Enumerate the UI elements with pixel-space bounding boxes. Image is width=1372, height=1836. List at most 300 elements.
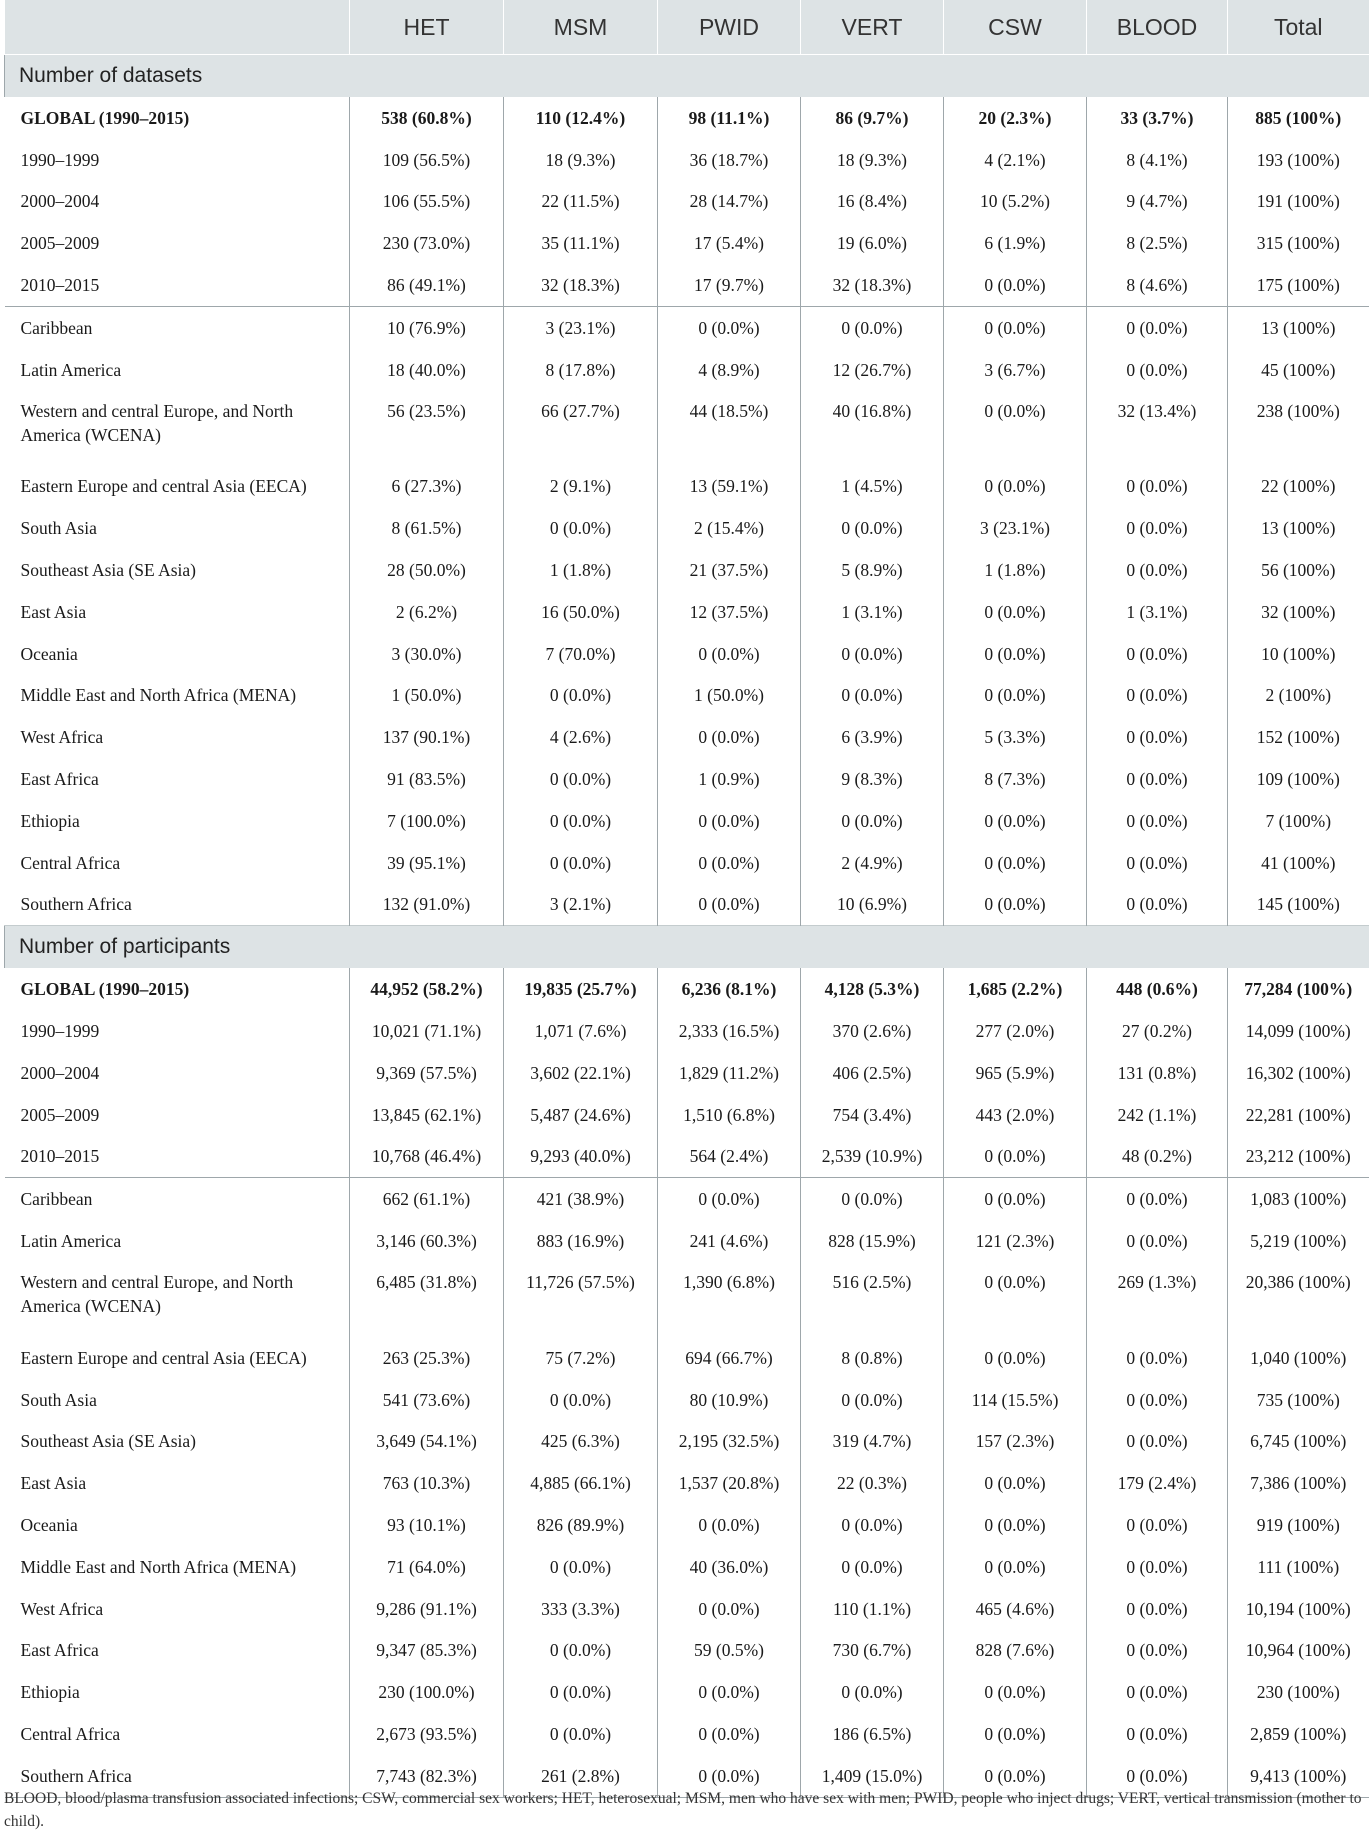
table-cell: 0 (0.0%) xyxy=(1087,306,1228,348)
table-row xyxy=(5,968,1369,1010)
table-cell: 0 (0.0%) xyxy=(944,391,1087,466)
table-cell: 0 (0.0%) xyxy=(944,800,1087,842)
table-cell: 8 (61.5%) xyxy=(350,507,504,549)
table-cell: 0 (0.0%) xyxy=(1087,758,1228,800)
row-label: Latin America xyxy=(20,359,122,380)
table-row xyxy=(5,1671,1369,1713)
table-cell: 111 (100%) xyxy=(1228,1546,1369,1588)
table-cell: 0 (0.0%) xyxy=(658,1671,801,1713)
table-cell: 0 (0.0%) xyxy=(504,507,658,549)
table-row xyxy=(5,884,1369,926)
table-cell: 0 (0.0%) xyxy=(944,1671,1087,1713)
table-cell: 0 (0.0%) xyxy=(944,591,1087,633)
row-label: Latin America xyxy=(20,1231,122,1252)
table-cell: 0 (0.0%) xyxy=(944,1713,1087,1755)
table-cell: 0 (0.0%) xyxy=(801,633,944,675)
section-header-row xyxy=(5,926,1369,969)
table-cell: 0 (0.0%) xyxy=(944,306,1087,348)
table-cell: 121 (2.3%) xyxy=(944,1220,1087,1262)
table-row xyxy=(5,1262,1369,1337)
table-row xyxy=(5,1588,1369,1630)
table-cell: 4,128 (5.3%) xyxy=(801,968,944,1010)
table-cell: 86 (49.1%) xyxy=(350,264,504,306)
table-cell: 110 (12.4%) xyxy=(504,97,658,139)
table-cell: 0 (0.0%) xyxy=(658,1713,801,1755)
header-cell-label xyxy=(5,0,350,55)
table-cell: 0 (0.0%) xyxy=(504,1713,658,1755)
table-cell: 1 (3.1%) xyxy=(801,591,944,633)
table-cell: 8 (0.8%) xyxy=(801,1337,944,1379)
table-cell: 269 (1.3%) xyxy=(1087,1262,1228,1337)
table-cell: 10,021 (71.1%) xyxy=(350,1010,504,1052)
table-cell: 3 (30.0%) xyxy=(350,633,504,675)
table-cell: 1 (1.8%) xyxy=(504,549,658,591)
table-cell: 0 (0.0%) xyxy=(944,1262,1087,1337)
table-cell: 319 (4.7%) xyxy=(801,1421,944,1463)
table-cell: 8 (2.5%) xyxy=(1087,222,1228,264)
table-cell: 828 (15.9%) xyxy=(801,1220,944,1262)
table-cell: 230 (100%) xyxy=(1228,1671,1369,1713)
table-cell: 0 (0.0%) xyxy=(1087,1220,1228,1262)
table-cell: 0 (0.0%) xyxy=(1087,349,1228,391)
table-cell: 10,964 (100%) xyxy=(1228,1630,1369,1672)
table-row xyxy=(5,97,1369,139)
table-cell: 315 (100%) xyxy=(1228,222,1369,264)
table-cell: 66 (27.7%) xyxy=(504,391,658,466)
table-cell: 564 (2.4%) xyxy=(658,1136,801,1178)
table-cell: 23,212 (100%) xyxy=(1228,1136,1369,1178)
row-label: Caribbean xyxy=(5,1178,350,1220)
table-cell: 0 (0.0%) xyxy=(1087,466,1228,508)
table-cell: 1,071 (7.6%) xyxy=(504,1010,658,1052)
table-cell: 0 (0.0%) xyxy=(1087,1379,1228,1421)
table-row xyxy=(5,466,1369,508)
table-cell: 2 (100%) xyxy=(1228,675,1369,717)
table-cell: 157 (2.3%) xyxy=(944,1421,1087,1463)
table-cell: 6 (3.9%) xyxy=(801,716,944,758)
table-row xyxy=(5,591,1369,633)
table-cell: 19,835 (25.7%) xyxy=(504,968,658,1010)
table-cell: 28 (50.0%) xyxy=(350,549,504,591)
table-cell: 0 (0.0%) xyxy=(658,1504,801,1546)
table-cell: 0 (0.0%) xyxy=(504,675,658,717)
table-cell: 109 (56.5%) xyxy=(350,139,504,181)
table-cell: 40 (16.8%) xyxy=(801,391,944,466)
table-cell: 0 (0.0%) xyxy=(1087,1546,1228,1588)
table-cell: 10 (76.9%) xyxy=(350,306,504,348)
table-cell: 0 (0.0%) xyxy=(944,1337,1087,1379)
table-cell: 1,083 (100%) xyxy=(1228,1178,1369,1220)
table-cell: 0 (0.0%) xyxy=(1087,842,1228,884)
table-cell: 2 (15.4%) xyxy=(658,507,801,549)
table-row xyxy=(5,716,1369,758)
table-cell: 32 (13.4%) xyxy=(1087,391,1228,466)
row-label: 2005–2009 xyxy=(20,1104,100,1125)
table-cell: 5,487 (24.6%) xyxy=(504,1094,658,1136)
table-cell: 44,952 (58.2%) xyxy=(350,968,504,1010)
row-label: Central Africa xyxy=(20,1723,121,1744)
table-cell: 3 (23.1%) xyxy=(504,306,658,348)
table-cell: 443 (2.0%) xyxy=(944,1094,1087,1136)
table-row xyxy=(5,758,1369,800)
table-cell: 9 (4.7%) xyxy=(1087,181,1228,223)
table-cell: 0 (0.0%) xyxy=(658,800,801,842)
header-cell-msm: MSM xyxy=(504,0,658,55)
table-cell: 18 (9.3%) xyxy=(504,139,658,181)
table-cell: 2,859 (100%) xyxy=(1228,1713,1369,1755)
table-cell: 242 (1.1%) xyxy=(1087,1094,1228,1136)
table-cell: 22,281 (100%) xyxy=(1228,1094,1369,1136)
row-label: East Asia xyxy=(20,601,87,622)
table-cell: 132 (91.0%) xyxy=(350,884,504,926)
table-cell: 241 (4.6%) xyxy=(658,1220,801,1262)
table-cell: 3,602 (22.1%) xyxy=(504,1052,658,1094)
table-cell: 10 (5.2%) xyxy=(944,181,1087,223)
table-row xyxy=(5,1094,1369,1136)
table-cell: 516 (2.5%) xyxy=(801,1262,944,1337)
table-cell: 0 (0.0%) xyxy=(801,507,944,549)
header-cell-vert: VERT xyxy=(801,0,944,55)
table-cell: 965 (5.9%) xyxy=(944,1052,1087,1094)
table-row xyxy=(5,349,1369,391)
table-cell: 0 (0.0%) xyxy=(504,1379,658,1421)
table-cell: 152 (100%) xyxy=(1228,716,1369,758)
table-cell: 1,040 (100%) xyxy=(1228,1337,1369,1379)
table-cell: 11,726 (57.5%) xyxy=(504,1262,658,1337)
section-header-row xyxy=(5,55,1369,98)
table-cell: 56 (23.5%) xyxy=(350,391,504,466)
table-cell: 0 (0.0%) xyxy=(801,800,944,842)
table-cell: 0 (0.0%) xyxy=(944,884,1087,926)
table-cell: 36 (18.7%) xyxy=(658,139,801,181)
table-row xyxy=(5,1379,1369,1421)
table-cell: 56 (100%) xyxy=(1228,549,1369,591)
table-cell: 13 (100%) xyxy=(1228,507,1369,549)
table-cell: 131 (0.8%) xyxy=(1087,1052,1228,1094)
table-cell: 191 (100%) xyxy=(1228,181,1369,223)
table-cell: 5 (3.3%) xyxy=(944,716,1087,758)
table-cell: 7 (100.0%) xyxy=(350,800,504,842)
table-cell: 0 (0.0%) xyxy=(1087,1178,1228,1220)
table-cell: 10,194 (100%) xyxy=(1228,1588,1369,1630)
row-label: 2010–2015 xyxy=(20,275,100,296)
table-cell: 1,829 (11.2%) xyxy=(658,1052,801,1094)
table-cell: 9,347 (85.3%) xyxy=(350,1630,504,1672)
table-cell: 0 (0.0%) xyxy=(944,633,1087,675)
table-cell: 6 (1.9%) xyxy=(944,222,1087,264)
table-cell: 0 (0.0%) xyxy=(1087,1588,1228,1630)
table-cell: 114 (15.5%) xyxy=(944,1379,1087,1421)
section-title: Number of datasets xyxy=(5,55,1369,98)
table-row xyxy=(5,181,1369,223)
table-cell: 71 (64.0%) xyxy=(350,1546,504,1588)
row-label: Eastern Europe and central Asia (EECA) xyxy=(20,476,307,497)
table-cell: 41 (100%) xyxy=(1228,842,1369,884)
table-cell: 0 (0.0%) xyxy=(801,1671,944,1713)
table-cell: 175 (100%) xyxy=(1228,264,1369,306)
table-footnote: BLOOD, blood/plasma transfusion associated infections; CSW, commercial sex workers; HET, heterosexual; MSM, men who have sex with men; PWID, people who inject drugs; VERT, vertical transmission (mother to child). xyxy=(4,1790,1362,1830)
table-cell: 8 (7.3%) xyxy=(944,758,1087,800)
row-label: West Africa xyxy=(20,727,104,748)
table-cell: 0 (0.0%) xyxy=(944,1136,1087,1178)
table-row xyxy=(5,391,1369,466)
table-cell: 370 (2.6%) xyxy=(801,1010,944,1052)
table-cell: 0 (0.0%) xyxy=(801,675,944,717)
row-label: GLOBAL (1990–2015) xyxy=(20,979,190,1000)
table-cell: 2,539 (10.9%) xyxy=(801,1136,944,1178)
table-cell: 0 (0.0%) xyxy=(504,1630,658,1672)
table-cell: 0 (0.0%) xyxy=(658,1178,801,1220)
row-label: East Africa xyxy=(20,1640,99,1661)
table-cell: 0 (0.0%) xyxy=(504,758,658,800)
table-cell: 3 (2.1%) xyxy=(504,884,658,926)
data-table xyxy=(4,0,1369,1798)
table-cell: 0 (0.0%) xyxy=(1087,633,1228,675)
table-cell: 7 (100%) xyxy=(1228,800,1369,842)
table-cell: 9 (8.3%) xyxy=(801,758,944,800)
table-cell: 2 (9.1%) xyxy=(504,466,658,508)
table-cell: 1 (3.1%) xyxy=(1087,591,1228,633)
row-label: Southeast Asia (SE Asia) xyxy=(20,560,196,581)
table-cell: 137 (90.1%) xyxy=(350,716,504,758)
row-label: Ethiopia xyxy=(20,810,80,831)
table-cell: 2 (4.9%) xyxy=(801,842,944,884)
table-row xyxy=(5,1546,1369,1588)
table-cell: 20,386 (100%) xyxy=(1228,1262,1369,1337)
row-label: West Africa xyxy=(20,1598,104,1619)
table-cell: 448 (0.6%) xyxy=(1087,968,1228,1010)
table-cell: 0 (0.0%) xyxy=(944,1546,1087,1588)
table-cell: 0 (0.0%) xyxy=(658,884,801,926)
table-cell: 0 (0.0%) xyxy=(1087,1630,1228,1672)
table-cell: 0 (0.0%) xyxy=(1087,716,1228,758)
table-cell: 6,485 (31.8%) xyxy=(350,1262,504,1337)
table-cell: 12 (37.5%) xyxy=(658,591,801,633)
table-cell: 3 (23.1%) xyxy=(944,507,1087,549)
table-cell: 694 (66.7%) xyxy=(658,1337,801,1379)
table-cell: 1,685 (2.2%) xyxy=(944,968,1087,1010)
table-cell: 1 (50.0%) xyxy=(350,675,504,717)
table-cell: 93 (10.1%) xyxy=(350,1504,504,1546)
table-cell: 7 (70.0%) xyxy=(504,633,658,675)
table-cell: 4 (8.9%) xyxy=(658,349,801,391)
table-cell: 0 (0.0%) xyxy=(1087,1713,1228,1755)
table-cell: 421 (38.9%) xyxy=(504,1178,658,1220)
table-cell: 0 (0.0%) xyxy=(1087,884,1228,926)
table-cell: 4,885 (66.1%) xyxy=(504,1462,658,1504)
table-cell: 1 (0.9%) xyxy=(658,758,801,800)
table-cell: 27 (0.2%) xyxy=(1087,1010,1228,1052)
table-cell: 0 (0.0%) xyxy=(658,633,801,675)
table-cell: 1,510 (6.8%) xyxy=(658,1094,801,1136)
table-cell: 885 (100%) xyxy=(1228,97,1369,139)
table-cell: 77,284 (100%) xyxy=(1228,968,1369,1010)
table-cell: 110 (1.1%) xyxy=(801,1588,944,1630)
table-cell: 10,768 (46.4%) xyxy=(350,1136,504,1178)
table-cell: 883 (16.9%) xyxy=(504,1220,658,1262)
table-cell: 91 (83.5%) xyxy=(350,758,504,800)
table-cell: 16 (50.0%) xyxy=(504,591,658,633)
table-cell: 0 (0.0%) xyxy=(801,1504,944,1546)
row-label: Southern Africa xyxy=(20,1765,132,1786)
table-cell: 0 (0.0%) xyxy=(944,842,1087,884)
table-cell: 3,146 (60.3%) xyxy=(350,1220,504,1262)
table-cell: 730 (6.7%) xyxy=(801,1630,944,1672)
table-cell: 17 (9.7%) xyxy=(658,264,801,306)
table-cell: 0 (0.0%) xyxy=(1087,1337,1228,1379)
header-cell-pwid: PWID xyxy=(658,0,801,55)
table-cell: 4 (2.1%) xyxy=(944,139,1087,181)
table-cell: 0 (0.0%) xyxy=(658,306,801,348)
table-cell: 6,236 (8.1%) xyxy=(658,968,801,1010)
table-cell: 39 (95.1%) xyxy=(350,842,504,884)
table-cell: 0 (0.0%) xyxy=(504,800,658,842)
table-cell: 16 (8.4%) xyxy=(801,181,944,223)
table-cell: 179 (2.4%) xyxy=(1087,1462,1228,1504)
table-row xyxy=(5,1052,1369,1094)
table-cell: 5,219 (100%) xyxy=(1228,1220,1369,1262)
table-cell: 8 (4.1%) xyxy=(1087,139,1228,181)
table-row xyxy=(5,675,1369,717)
table-cell: 17 (5.4%) xyxy=(658,222,801,264)
table-cell: 32 (100%) xyxy=(1228,591,1369,633)
table-cell: 193 (100%) xyxy=(1228,139,1369,181)
table-cell: 35 (11.1%) xyxy=(504,222,658,264)
table-cell: 13 (59.1%) xyxy=(658,466,801,508)
header-cell-het: HET xyxy=(350,0,504,55)
table-cell: 0 (0.0%) xyxy=(944,1178,1087,1220)
table-cell: 0 (0.0%) xyxy=(504,1546,658,1588)
table-cell: 19 (6.0%) xyxy=(801,222,944,264)
table-cell: 0 (0.0%) xyxy=(658,1588,801,1630)
table-cell: 465 (4.6%) xyxy=(944,1588,1087,1630)
table-cell: 425 (6.3%) xyxy=(504,1421,658,1463)
row-label: Central Africa xyxy=(20,852,121,873)
data-table-container xyxy=(4,0,1368,1798)
row-label: East Asia xyxy=(20,1473,87,1494)
table-row xyxy=(5,264,1369,306)
table-cell: 32 (18.3%) xyxy=(801,264,944,306)
table-cell: 4 (2.6%) xyxy=(504,716,658,758)
table-cell: 13 (100%) xyxy=(1228,306,1369,348)
header-row xyxy=(5,0,1369,55)
table-cell: 763 (10.3%) xyxy=(350,1462,504,1504)
table-row xyxy=(5,800,1369,842)
table-row xyxy=(5,633,1369,675)
table-cell: 0 (0.0%) xyxy=(658,716,801,758)
table-cell: 1 (4.5%) xyxy=(801,466,944,508)
table-cell: 21 (37.5%) xyxy=(658,549,801,591)
table-cell: 16,302 (100%) xyxy=(1228,1052,1369,1094)
table-cell: 261 (2.8%) xyxy=(504,1755,658,1797)
row-label: 1990–1999 xyxy=(20,149,100,170)
table-cell: 541 (73.6%) xyxy=(350,1379,504,1421)
row-label: 1990–1999 xyxy=(20,1021,100,1042)
table-cell: 14,099 (100%) xyxy=(1228,1010,1369,1052)
row-label: South Asia xyxy=(20,1389,97,1410)
section-title: Number of participants xyxy=(5,926,1369,969)
table-cell: 9,413 (100%) xyxy=(1228,1755,1369,1797)
table-cell: 5 (8.9%) xyxy=(801,549,944,591)
table-cell: 0 (0.0%) xyxy=(944,1462,1087,1504)
header-cell-blood: BLOOD xyxy=(1087,0,1228,55)
row-label: Western and central Europe, and North America (WCENA) xyxy=(20,400,294,445)
table-cell: 10 (6.9%) xyxy=(801,884,944,926)
row-label: Western and central Europe, and North America (WCENA) xyxy=(20,1271,294,1316)
table-cell: 333 (3.3%) xyxy=(504,1588,658,1630)
table-cell: 40 (36.0%) xyxy=(658,1546,801,1588)
table-cell: 3 (6.7%) xyxy=(944,349,1087,391)
table-cell: 106 (55.5%) xyxy=(350,181,504,223)
table-cell: 6 (27.3%) xyxy=(350,466,504,508)
row-label: 2000–2004 xyxy=(20,191,100,212)
table-cell: 735 (100%) xyxy=(1228,1379,1369,1421)
table-cell: 0 (0.0%) xyxy=(944,1755,1087,1797)
row-label: East Africa xyxy=(20,769,99,790)
row-label: Southeast Asia (SE Asia) xyxy=(20,1431,196,1452)
table-cell: 2 (6.2%) xyxy=(350,591,504,633)
row-label: GLOBAL (1990–2015) xyxy=(20,107,190,128)
table-cell: 48 (0.2%) xyxy=(1087,1136,1228,1178)
table-row xyxy=(5,1337,1369,1379)
table-cell: 1,537 (20.8%) xyxy=(658,1462,801,1504)
table-cell: 80 (10.9%) xyxy=(658,1379,801,1421)
table-cell: 13,845 (62.1%) xyxy=(350,1094,504,1136)
table-cell: 9,286 (91.1%) xyxy=(350,1588,504,1630)
table-cell: 6,745 (100%) xyxy=(1228,1421,1369,1463)
table-cell: 662 (61.1%) xyxy=(350,1178,504,1220)
row-label: Oceania xyxy=(20,1515,78,1535)
table-cell: 538 (60.8%) xyxy=(350,97,504,139)
table-cell: 2,673 (93.5%) xyxy=(350,1713,504,1755)
table-cell: 238 (100%) xyxy=(1228,391,1369,466)
table-row xyxy=(5,1630,1369,1672)
table-cell: 32 (18.3%) xyxy=(504,264,658,306)
table-cell: 0 (0.0%) xyxy=(1087,1671,1228,1713)
table-cell: 44 (18.5%) xyxy=(658,391,801,466)
table-row xyxy=(5,1010,1369,1052)
row-label: Middle East and North Africa (MENA) xyxy=(20,685,297,706)
table-cell: 1,409 (15.0%) xyxy=(801,1755,944,1797)
row-label: Eastern Europe and central Asia (EECA) xyxy=(20,1347,307,1368)
table-cell: 406 (2.5%) xyxy=(801,1052,944,1094)
table-cell: 0 (0.0%) xyxy=(944,675,1087,717)
row-label: Caribbean xyxy=(5,306,350,348)
table-cell: 0 (0.0%) xyxy=(1087,1504,1228,1546)
table-cell: 263 (25.3%) xyxy=(350,1337,504,1379)
table-body xyxy=(5,55,1369,1798)
row-label: Oceania xyxy=(20,643,78,664)
table-cell: 0 (0.0%) xyxy=(658,1755,801,1797)
row-label: Ethiopia xyxy=(20,1682,80,1703)
row-label: 2000–2004 xyxy=(20,1062,100,1083)
table-cell: 186 (6.5%) xyxy=(801,1713,944,1755)
table-cell: 0 (0.0%) xyxy=(1087,1421,1228,1463)
row-label: 2005–2009 xyxy=(20,233,100,254)
table-cell: 0 (0.0%) xyxy=(944,264,1087,306)
table-cell: 86 (9.7%) xyxy=(801,97,944,139)
table-cell: 33 (3.7%) xyxy=(1087,97,1228,139)
table-cell: 22 (0.3%) xyxy=(801,1462,944,1504)
row-label: Middle East and North Africa (MENA) xyxy=(20,1556,297,1577)
table-cell: 0 (0.0%) xyxy=(801,1178,944,1220)
table-cell: 0 (0.0%) xyxy=(1087,800,1228,842)
table-cell: 0 (0.0%) xyxy=(658,842,801,884)
table-row xyxy=(5,1504,1369,1546)
table-row xyxy=(5,139,1369,181)
table-cell: 145 (100%) xyxy=(1228,884,1369,926)
row-label: South Asia xyxy=(20,518,97,539)
